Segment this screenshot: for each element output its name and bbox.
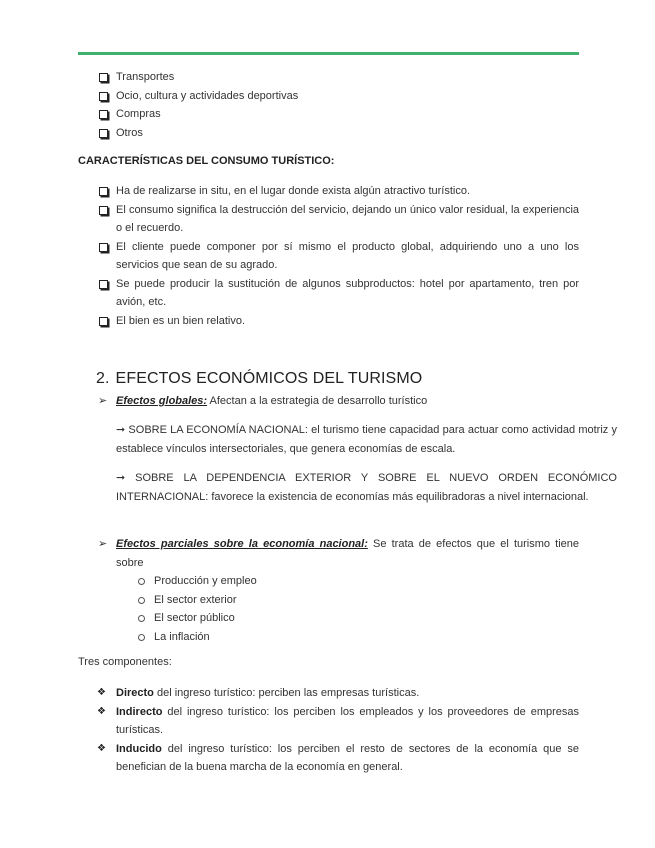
- componente-text: del ingreso turístico: los perciben el resto de sectores de la economía que se benefician de la buena marcha de la economía en general.: [116, 742, 579, 773]
- list-item: [78, 740, 579, 777]
- componentes-list: [78, 684, 579, 777]
- efectos-globales-block: [78, 392, 579, 411]
- list-item: [78, 684, 579, 703]
- top-list-block: [78, 68, 579, 142]
- accent-rule: [78, 52, 579, 55]
- section-number: 2.: [96, 370, 110, 387]
- caracteristicas-list: [78, 182, 579, 330]
- componentes-intro: Tres componentes:: [78, 656, 172, 668]
- list-item: El bien es un bien relativo.: [78, 312, 579, 331]
- componente-text: del ingreso turístico: perciben las empresas turísticas.: [153, 687, 420, 699]
- list-item: Otros: [78, 124, 579, 143]
- list-item: El sector exterior: [78, 591, 579, 610]
- list-item: [78, 703, 579, 740]
- efectos-globales-label: Efectos globales:: [116, 395, 208, 407]
- list-item: El cliente puede componer por sí mismo el producto global, adquiriendo uno a uno los servicios que sean de su agrado.: [78, 238, 579, 275]
- componente-label: Inducido: [116, 742, 162, 755]
- list-item: Ocio, cultura y actividades deportivas: [78, 87, 579, 106]
- efectos-globales-text: Afectan a la estrategia de desarrollo turístico: [209, 395, 428, 407]
- caracteristicas-block: [78, 182, 579, 330]
- arrow-bullet-icon: ➢: [98, 395, 108, 407]
- section-title: EFECTOS ECONÓMICOS DEL TURISMO: [115, 370, 423, 387]
- componente-text: del ingreso turístico: los perciben los empleados y los proveedores de empresas turísticas.: [116, 705, 579, 736]
- efectos-parciales-block: [78, 535, 579, 646]
- section-heading: [96, 370, 576, 388]
- componentes-block: [78, 684, 579, 777]
- efectos-globales-item: [78, 392, 579, 411]
- efectos-parciales-text: Se trata de efectos que el turismo tiene sobre: [116, 538, 579, 569]
- list-item: Compras: [78, 105, 579, 124]
- arrow-bullet-icon: ➢: [98, 538, 108, 550]
- list-item: Se puede producir la sustitución de algunos subproductos: hotel por apartamento, tren por avión, etc.: [78, 275, 579, 312]
- list-item: El consumo significa la destrucción del servicio, dejando un único valor residual, la experiencia o el recuerdo.: [78, 201, 579, 238]
- caracteristicas-heading: CARACTERÍSTICAS DEL CONSUMO TURÍSTICO:: [78, 155, 335, 167]
- top-list: [78, 68, 579, 142]
- list-item: Producción y empleo: [78, 572, 579, 591]
- list-item: La inflación: [78, 628, 579, 647]
- list-item: Ha de realizarse in situ, en el lugar donde exista algún atractivo turístico.: [78, 182, 579, 201]
- componente-label: Directo: [116, 687, 154, 699]
- list-item: Transportes: [78, 68, 579, 87]
- efectos-parciales-label: Efectos parciales sobre la economía nacional:: [116, 538, 368, 550]
- efectos-parciales-item: [78, 535, 579, 572]
- paragraph-dependencia-exterior: ➞ SOBRE LA DEPENDENCIA EXTERIOR Y SOBRE EL NUEVO ORDEN ECONÓMICO INTERNACIONAL: favorece la existencia de economías más equilibradoras a nivel internacional.: [116, 472, 617, 503]
- componente-label: Indirecto: [116, 705, 163, 718]
- paragraph-economia-nacional: ➞ SOBRE LA ECONOMÍA NACIONAL: el turismo tiene capacidad para actuar como actividad motriz y establece vínculos intersectoriales, que genera economías de escala.: [116, 424, 617, 455]
- efectos-parciales-sublist: [78, 572, 579, 646]
- list-item: El sector público: [78, 609, 579, 628]
